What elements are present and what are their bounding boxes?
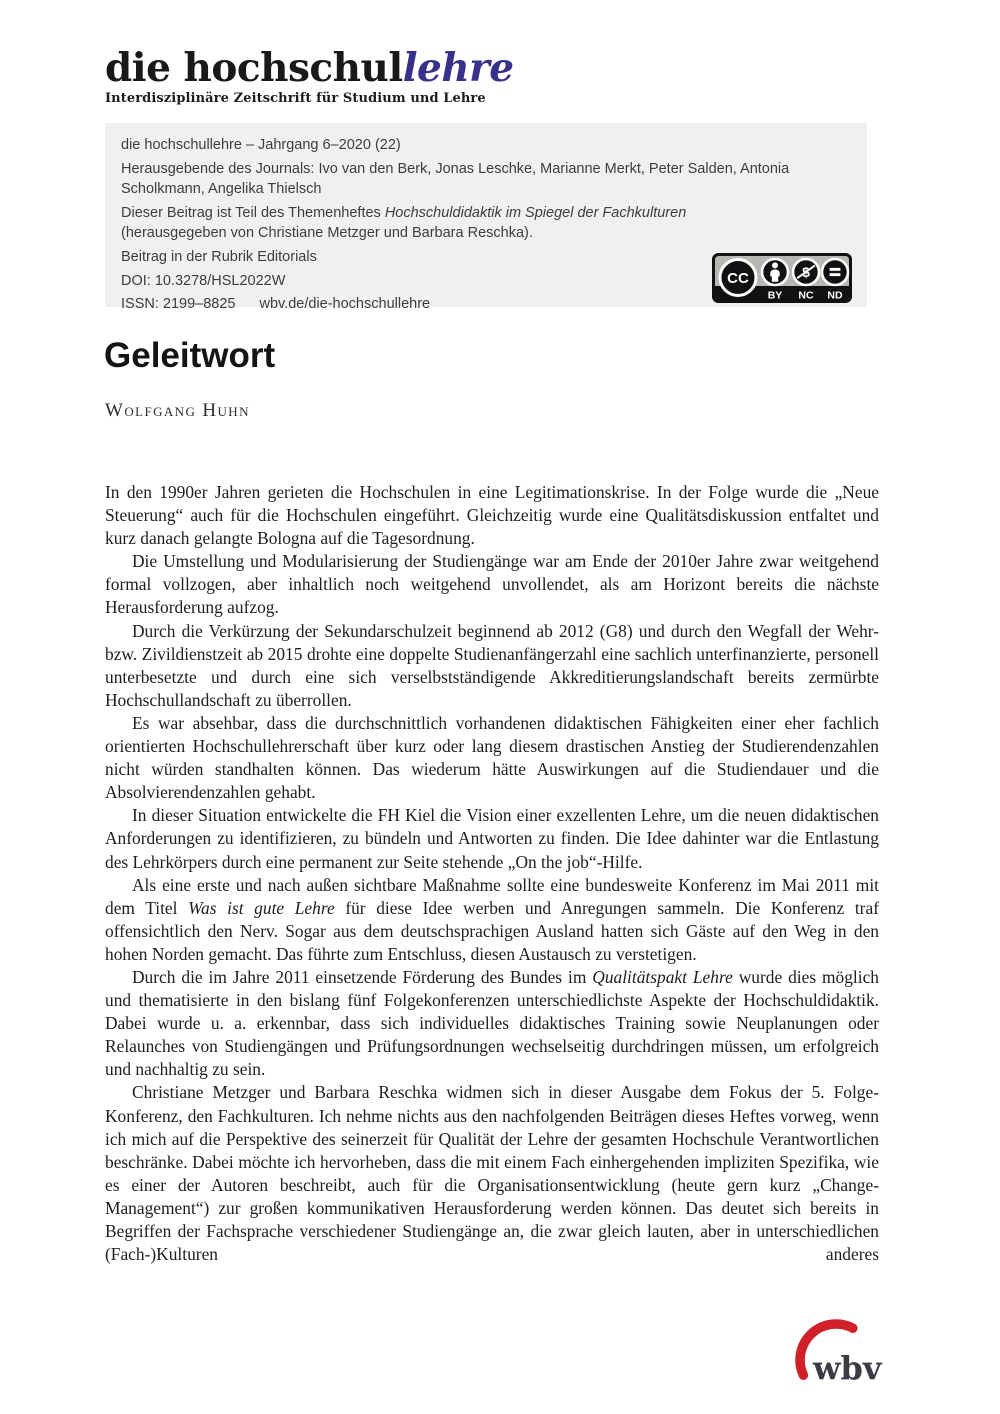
cc-license-badge[interactable]: [712, 253, 852, 303]
body-paragraph: [105, 712, 879, 804]
article-author: Wolfgang Huhn: [105, 400, 250, 421]
logo-wordmark-accent: lehre: [402, 45, 514, 91]
body-paragraph: [105, 804, 879, 873]
license-label-nc: NC: [798, 289, 814, 302]
issn-value: ISSN: 2199–8825: [121, 296, 236, 313]
text-run: Als eine erste und nach außen sichtbare Maßnahme sollte eine bundesweite Konferenz im Mai 2011 mit dem Titel: [105, 874, 879, 918]
text-run: Es war absehbar, dass die durchschnittlich vorhandenen didaktischen Fähigkeiten einer eher fachlich orientierten Hochschullehrerschaft über kurz oder lang diesem drastischen Anstieg der Studierendenzahlen nicht würden standhalten können. Das wiederum hätte Auswirkungen auf die Studiendauer und die Absolvierendenzahlen gehabt.: [105, 712, 879, 803]
body-paragraph: [105, 620, 879, 712]
text-run: wurde dies möglich und thematisierte in den bislang fünf Folgekonferenzen unterschiedlichste Aspekte der Hochschuldidaktik. Dabei wurde u. a. erkennbar, dass sich individuelles didaktisches Training sowie Neuplanungen oder Relaunches von Studiengängen und Prüfungsordnungen wechselseitig durchdringen müssen, um erfolgreich und nachhaltig zu sein.: [105, 966, 879, 1080]
journal-logo: [105, 45, 514, 91]
info-line: [121, 135, 851, 156]
theme-editors: (herausgegeben von Christiane Metzger und Barbara Reschka).: [121, 225, 533, 242]
theme-line: Dieser Beitrag ist Teil des Themenheftes: [121, 204, 385, 221]
article-title: Geleitwort: [104, 336, 276, 375]
text-run: Durch die Verkürzung der Sekundarschulzeit beginnend ab 2012 (G8) und durch den Wegfall der Wehr- bzw. Zivildienstzeit ab 2015 drohte eine doppelte Studienanfängerzahl eine sachlich unterfinanzierte, personell unterbesetzte und durch eine sich verselbstständigende Akkreditierungslandschaft bereits zermürbte Hochschullandschaft zu überrollen.: [105, 620, 879, 710]
text-run: Durch die im Jahre 2011 einsetzende Förderung des Bundes im: [132, 966, 593, 987]
body-paragraph: [105, 481, 879, 550]
doi-value: DOI: 10.3278/HSL2022W: [121, 272, 286, 289]
text-run: Qualitätspakt Lehre: [592, 966, 733, 987]
body-paragraph: [105, 550, 879, 619]
info-line: [121, 159, 851, 200]
cc-glyph: CC: [727, 270, 749, 287]
issue-line: die hochschullehre – Jahrgang 6–2020 (22): [121, 137, 401, 153]
license-label-by: BY: [767, 289, 783, 302]
body-paragraph: [105, 1081, 879, 1266]
journal-tagline: Interdisziplinäre Zeitschrift für Studium und Lehre: [105, 90, 486, 106]
article-body: [105, 481, 879, 1266]
theme-title: Hochschuldidaktik im Spiegel der Fachkulturen: [384, 204, 687, 221]
nc-dollar-glyph: $: [802, 264, 810, 280]
text-run: In den 1990er Jahren gerieten die Hochschulen in eine Legitimationskrise. In der Folge wurde die „Neue Steuerung“ auch für die Hochschulen eingeführt. Gleichzeitig wurde eine Qualitätsdiskussion entfaltet und kurz danach gelangte Bologna auf die Tagesordnung.: [105, 482, 879, 549]
editors-line: Herausgebende des Journals: Ivo van den Berk, Jonas Leschke, Marianne Merkt, Peter Salden, Antonia Scholkmann, Angelika Thielsch: [121, 160, 790, 198]
cc-icon: [720, 260, 756, 296]
wbv-logo-icon: [790, 1314, 885, 1394]
publisher-logo: [790, 1314, 885, 1399]
journal-url[interactable]: wbv.de/die-hochschullehre: [259, 296, 431, 313]
cc-nc-icon: [793, 259, 819, 285]
body-paragraph: [105, 966, 879, 1081]
text-run: In dieser Situation entwickelte die FH Kiel die Vision einer exzellenten Lehre, um die neuen didaktischen Anforderungen zu identifizieren, zu bündeln und Antworten zu finden. Die Idee dahinter war die Entlastung des Lehrkörpers durch eine permanent zur Seite stehende „On the job“-Hilfe.: [105, 805, 879, 872]
text-run: für diese Idee werben und Anregungen sammeln. Die Konferenz traf offensichtlich den Nerv. Sogar aus dem deutschsprachigen Ausland hatten sich Gäste auf den Weg in den hohen Norden gemacht. Das führte zum Entschluss, diesen Austausch zu verstetigen.: [105, 897, 879, 964]
text-run: Was ist gute Lehre: [188, 897, 335, 918]
wbv-logo-text: wbv: [813, 1349, 882, 1387]
body-paragraph: [105, 874, 879, 966]
text-run: Die Umstellung und Modularisierung der Studiengänge war am Ende der 2010er Jahre zwar weitgehend formal vollzogen, aber inhaltlich noch weitgehend unvollendet, als am Horizont bereits die nächste Herausforderung aufzog.: [105, 551, 879, 618]
cc-by-icon: [762, 259, 788, 285]
journal-masthead: [105, 45, 514, 106]
publication-info-box: [105, 123, 867, 313]
logo-wordmark-main: die hochschul: [105, 45, 403, 91]
text-run: Christiane Metzger und Barbara Reschka widmen sich in dieser Ausgabe dem Fokus der 5. Folge-Konferenz, den Fachkulturen. Ich nehme nichts aus den nachfolgenden Beiträgen dieses Heftes vorweg, wenn ich mich auf die Perspektive des seinerzeit für Qualität der Lehre der gesamten Hochschule Verantwortlichen beschränke. Dabei möchte ich hervorheben, dass die mit einem Fach einhergehenden impliziten Spezifika, wie es einer der Autoren beschreibt, auch für die Organisationsentwicklung (heute gern kurz „Change-Management“) zur großen kommunikativen Herausforderung werden können. Das deutet sich bereits in Begriffen der Fachsprache verschiedener Studiengänge an, die zwar gleich lauten, aber in unterschiedlichen (Fach-)Kulturen anderes: [105, 1082, 879, 1265]
info-line: [121, 203, 851, 244]
cc-nd-icon: [822, 259, 848, 285]
rubric-line: Beitrag in der Rubrik Editorials: [121, 248, 317, 265]
license-label-nd: ND: [827, 289, 843, 302]
